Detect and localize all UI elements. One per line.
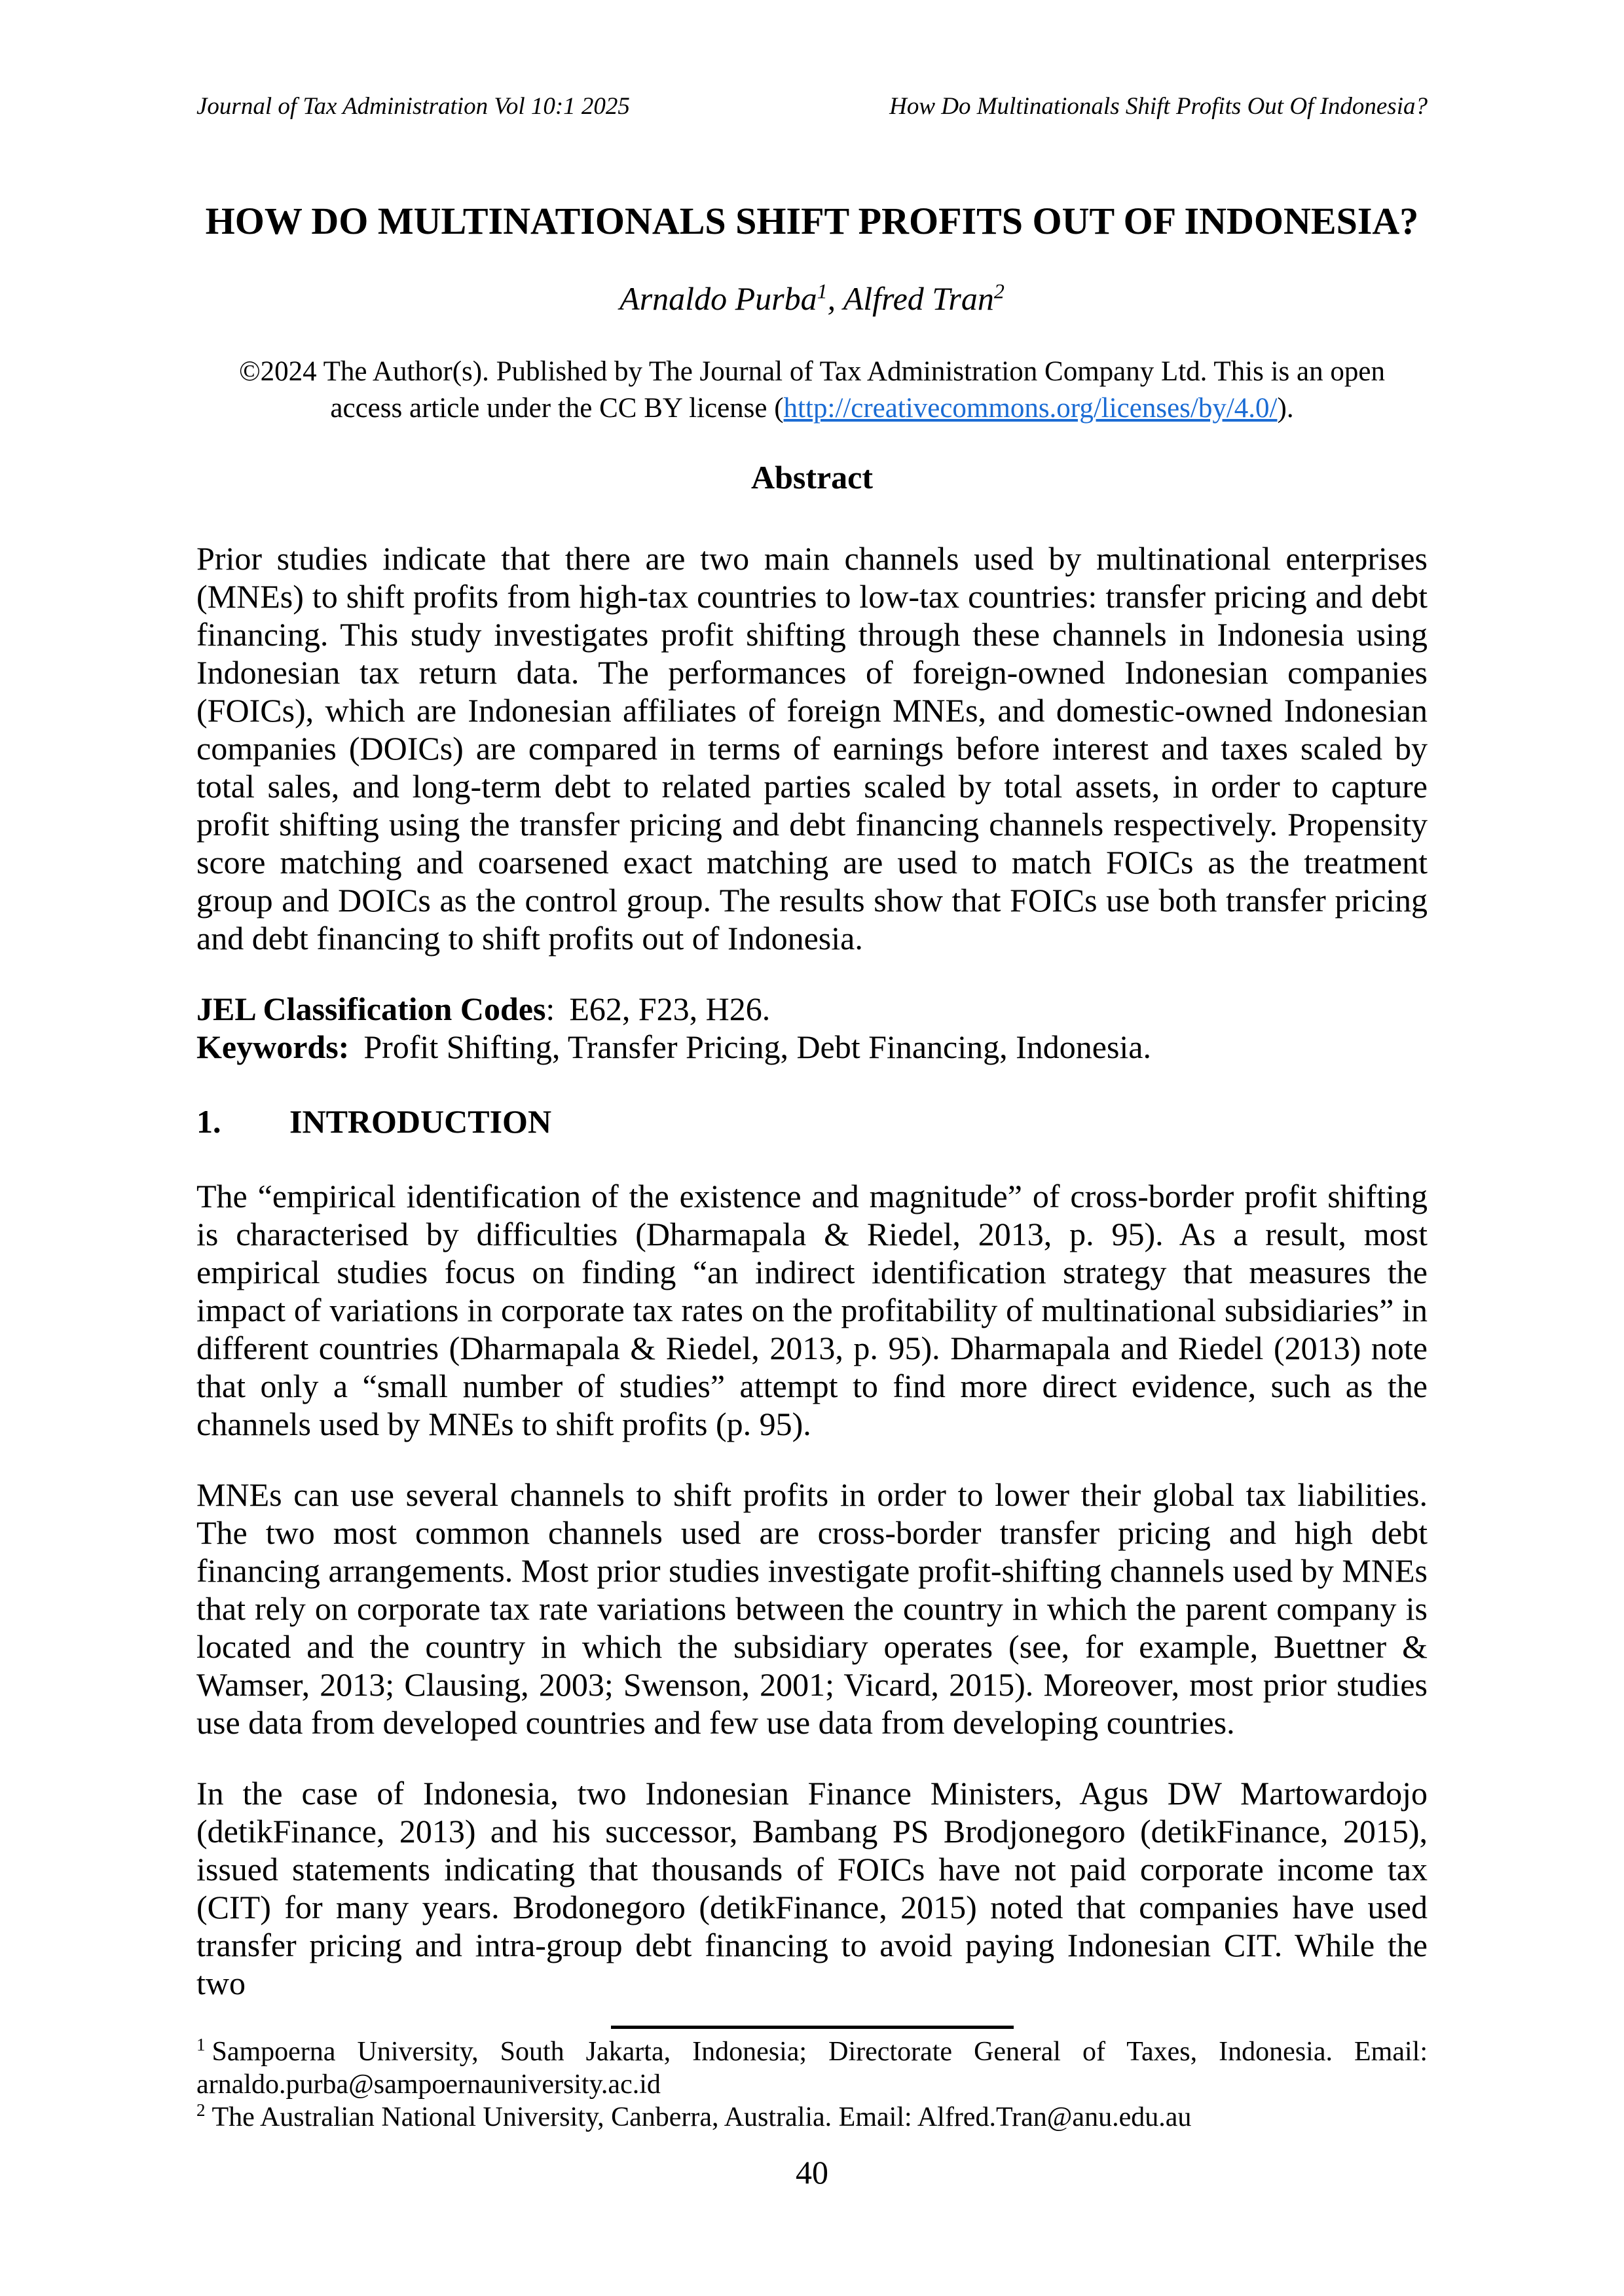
authors-separator: ,: [827, 280, 843, 317]
intro-paragraph-1: The “empirical identification of the existence and magnitude” of cross-border profit shifting is characterised by difficulties (Dharmapala & Riedel, 2013, p. 95). As a result, most empirical studies focus on finding “an indirect identification strategy that measures the impact of variations in corporate tax rates on the profitability of multinational subsidiaries” in different countries (Dharmapala & Riedel, 2013, p. 95). Dharmapala and Riedel (2013) note that only a “small number of studies” attempt to find more direct evidence, such as the channels used by MNEs to shift profits (p. 95).: [196, 1178, 1428, 1442]
paper-title: HOW DO MULTINATIONALS SHIFT PROFITS OUT OF INDONESIA?: [205, 200, 1419, 242]
intro-paragraph-2: MNEs can use several channels to shift profits in order to lower their global tax liabilities. The two most common channels used are cross-border transfer pricing and high debt financing arrangements. Most prior studies investigate profit-shifting channels used by MNEs that rely on corporate tax rate variations between the country in which the parent company is located and the country in which the subsidiary operates (see, for example, Buettner & Wamser, 2013; Clausing, 2003; Swenson, 2001; Vicard, 2015). Moreover, most prior studies use data from developed countries and few use data from developing countries.: [196, 1476, 1428, 1741]
footnote-2: [196, 2101, 1428, 2134]
running-head-journal: Journal of Tax Administration Vol 10:1 2025: [196, 93, 630, 120]
authors-line: [196, 280, 1428, 317]
page-number: 40: [796, 2154, 828, 2191]
section-1-title: INTRODUCTION: [289, 1103, 552, 1140]
copyright-text-pre: ©2024 The Author(s). Published by The Journal of Tax Administration Company Ltd. This is an open access article under the CC BY license (: [239, 356, 1385, 424]
footnotes: [196, 2035, 1428, 2134]
abstract-heading: Abstract: [750, 459, 874, 496]
author-1-affiliation-mark: 1: [817, 279, 828, 303]
jel-label: JEL Classification Codes: [196, 991, 546, 1027]
footnote-2-text: The Australian National University, Canberra, Australia. Email: Alfred.Tran@anu.edu.au: [212, 2102, 1192, 2132]
jel-codes-line: [196, 990, 1428, 1028]
jel-value: E62, F23, H26.: [569, 991, 771, 1027]
section-1-number: 1.: [196, 1103, 221, 1140]
author-2-affiliation-mark: 2: [993, 279, 1005, 303]
author-2: Alfred Tran: [843, 280, 994, 317]
abstract-paragraph: Prior studies indicate that there are two main channels used by multinational enterprises (MNEs) to shift profits from high-tax countries to low-tax countries: transfer pricing and debt financing. This study investigates profit shifting through these channels in Indonesia using Indonesian tax return data. The performances of foreign-owned Indonesian companies (FOICs), which are Indonesian affiliates of foreign MNEs, and domestic-owned Indonesian companies (DOICs) are compared in terms of earnings before interest and taxes scaled by total sales, and long-term debt to related parties scaled by total assets, in order to capture profit shifting using the transfer pricing and debt financing channels respectively. Propensity score matching and coarsened exact matching are used to match FOICs as the treatment group and DOICs as the control group. The results show that FOICs use both transfer pricing and debt financing to shift profits out of Indonesia.: [196, 540, 1428, 957]
copyright-text-post: ).: [1277, 393, 1294, 424]
jel-colon: :: [545, 991, 555, 1027]
footnote-1-marker: 1: [196, 2035, 206, 2054]
copyright-notice: [196, 354, 1428, 427]
keywords-value: Profit Shifting, Transfer Pricing, Debt Financing, Indonesia.: [363, 1029, 1151, 1065]
running-head: [196, 92, 1428, 122]
keywords-line: [196, 1028, 1428, 1066]
keywords-label: Keywords:: [196, 1029, 350, 1065]
cc-by-license-link[interactable]: http://creativecommons.org/licenses/by/4.0/: [783, 393, 1278, 424]
running-head-article: How Do Multinationals Shift Profits Out Of Indonesia?: [889, 93, 1428, 120]
footnote-1-text: Sampoerna University, South Jakarta, Indonesia; Directorate General of Taxes, Indonesia. Email: arnaldo.purba@sampoernauniversity.ac.id: [196, 2037, 1428, 2100]
footnote-1: [196, 2035, 1428, 2101]
footnote-2-marker: 2: [196, 2100, 206, 2120]
author-1: Arnaldo Purba: [619, 280, 817, 317]
footnote-separator-rule: [611, 2026, 1014, 2029]
section-1-heading: [196, 1102, 1428, 1140]
intro-paragraph-3: In the case of Indonesia, two Indonesian Finance Ministers, Agus DW Martowardojo (detikFinance, 2013) and his successor, Bambang PS Brodjonegoro (detikFinance, 2015), issued statements indicating that thousands of FOICs have not paid corporate income tax (CIT) for many years. Brodonegoro (detikFinance, 2015) noted that companies have used transfer pricing and intra-group debt financing to avoid paying Indonesian CIT. While the two: [196, 1775, 1428, 2001]
